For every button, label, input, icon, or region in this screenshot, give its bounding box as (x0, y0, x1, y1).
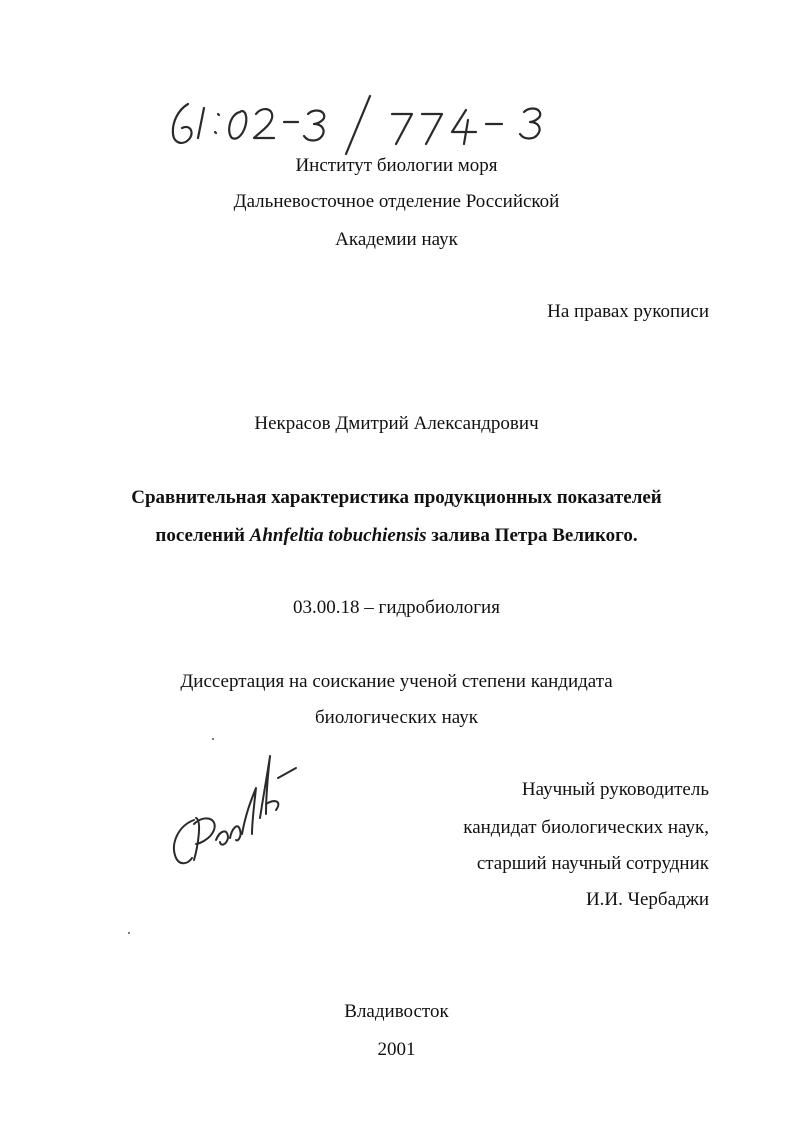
institution-academy: Академии наук (335, 229, 458, 250)
species-name: Ahnfeltia tobuchiensis (249, 525, 427, 546)
supervisor-role: Научный руководитель (521, 779, 709, 800)
author-name: Некрасов Дмитрий Александрович (254, 413, 539, 434)
degree-line1: Диссертация на соискание ученой степени кандидата (180, 671, 613, 692)
institution-department: Дальневосточное отделение Российской (233, 191, 560, 212)
institution-name: Институт биологии моря (295, 155, 498, 176)
supervisor-name: И.И. Чербаджи (585, 889, 709, 910)
city: Владивосток (344, 1001, 449, 1022)
title-text-before: поселений (155, 525, 250, 546)
thesis-title-line1: Сравнительная характеристика продукционных показателей (131, 487, 662, 508)
scan-speck (128, 932, 130, 934)
thesis-title-line2 (0, 524, 793, 548)
specialty-code: 03.00.18 – гидробиология (293, 597, 500, 618)
title-text-after: залива Петра Великого. (426, 525, 638, 546)
manuscript-rights: На правах рукописи (547, 301, 709, 322)
supervisor-position: старший научный сотрудник (476, 853, 709, 874)
handwritten-archive-number (160, 92, 580, 158)
author-signature (168, 748, 310, 876)
supervisor-degree: кандидат биологических наук, (463, 817, 709, 838)
scan-speck (212, 738, 214, 740)
year: 2001 (377, 1039, 416, 1060)
degree-line2: биологических наук (315, 707, 478, 728)
